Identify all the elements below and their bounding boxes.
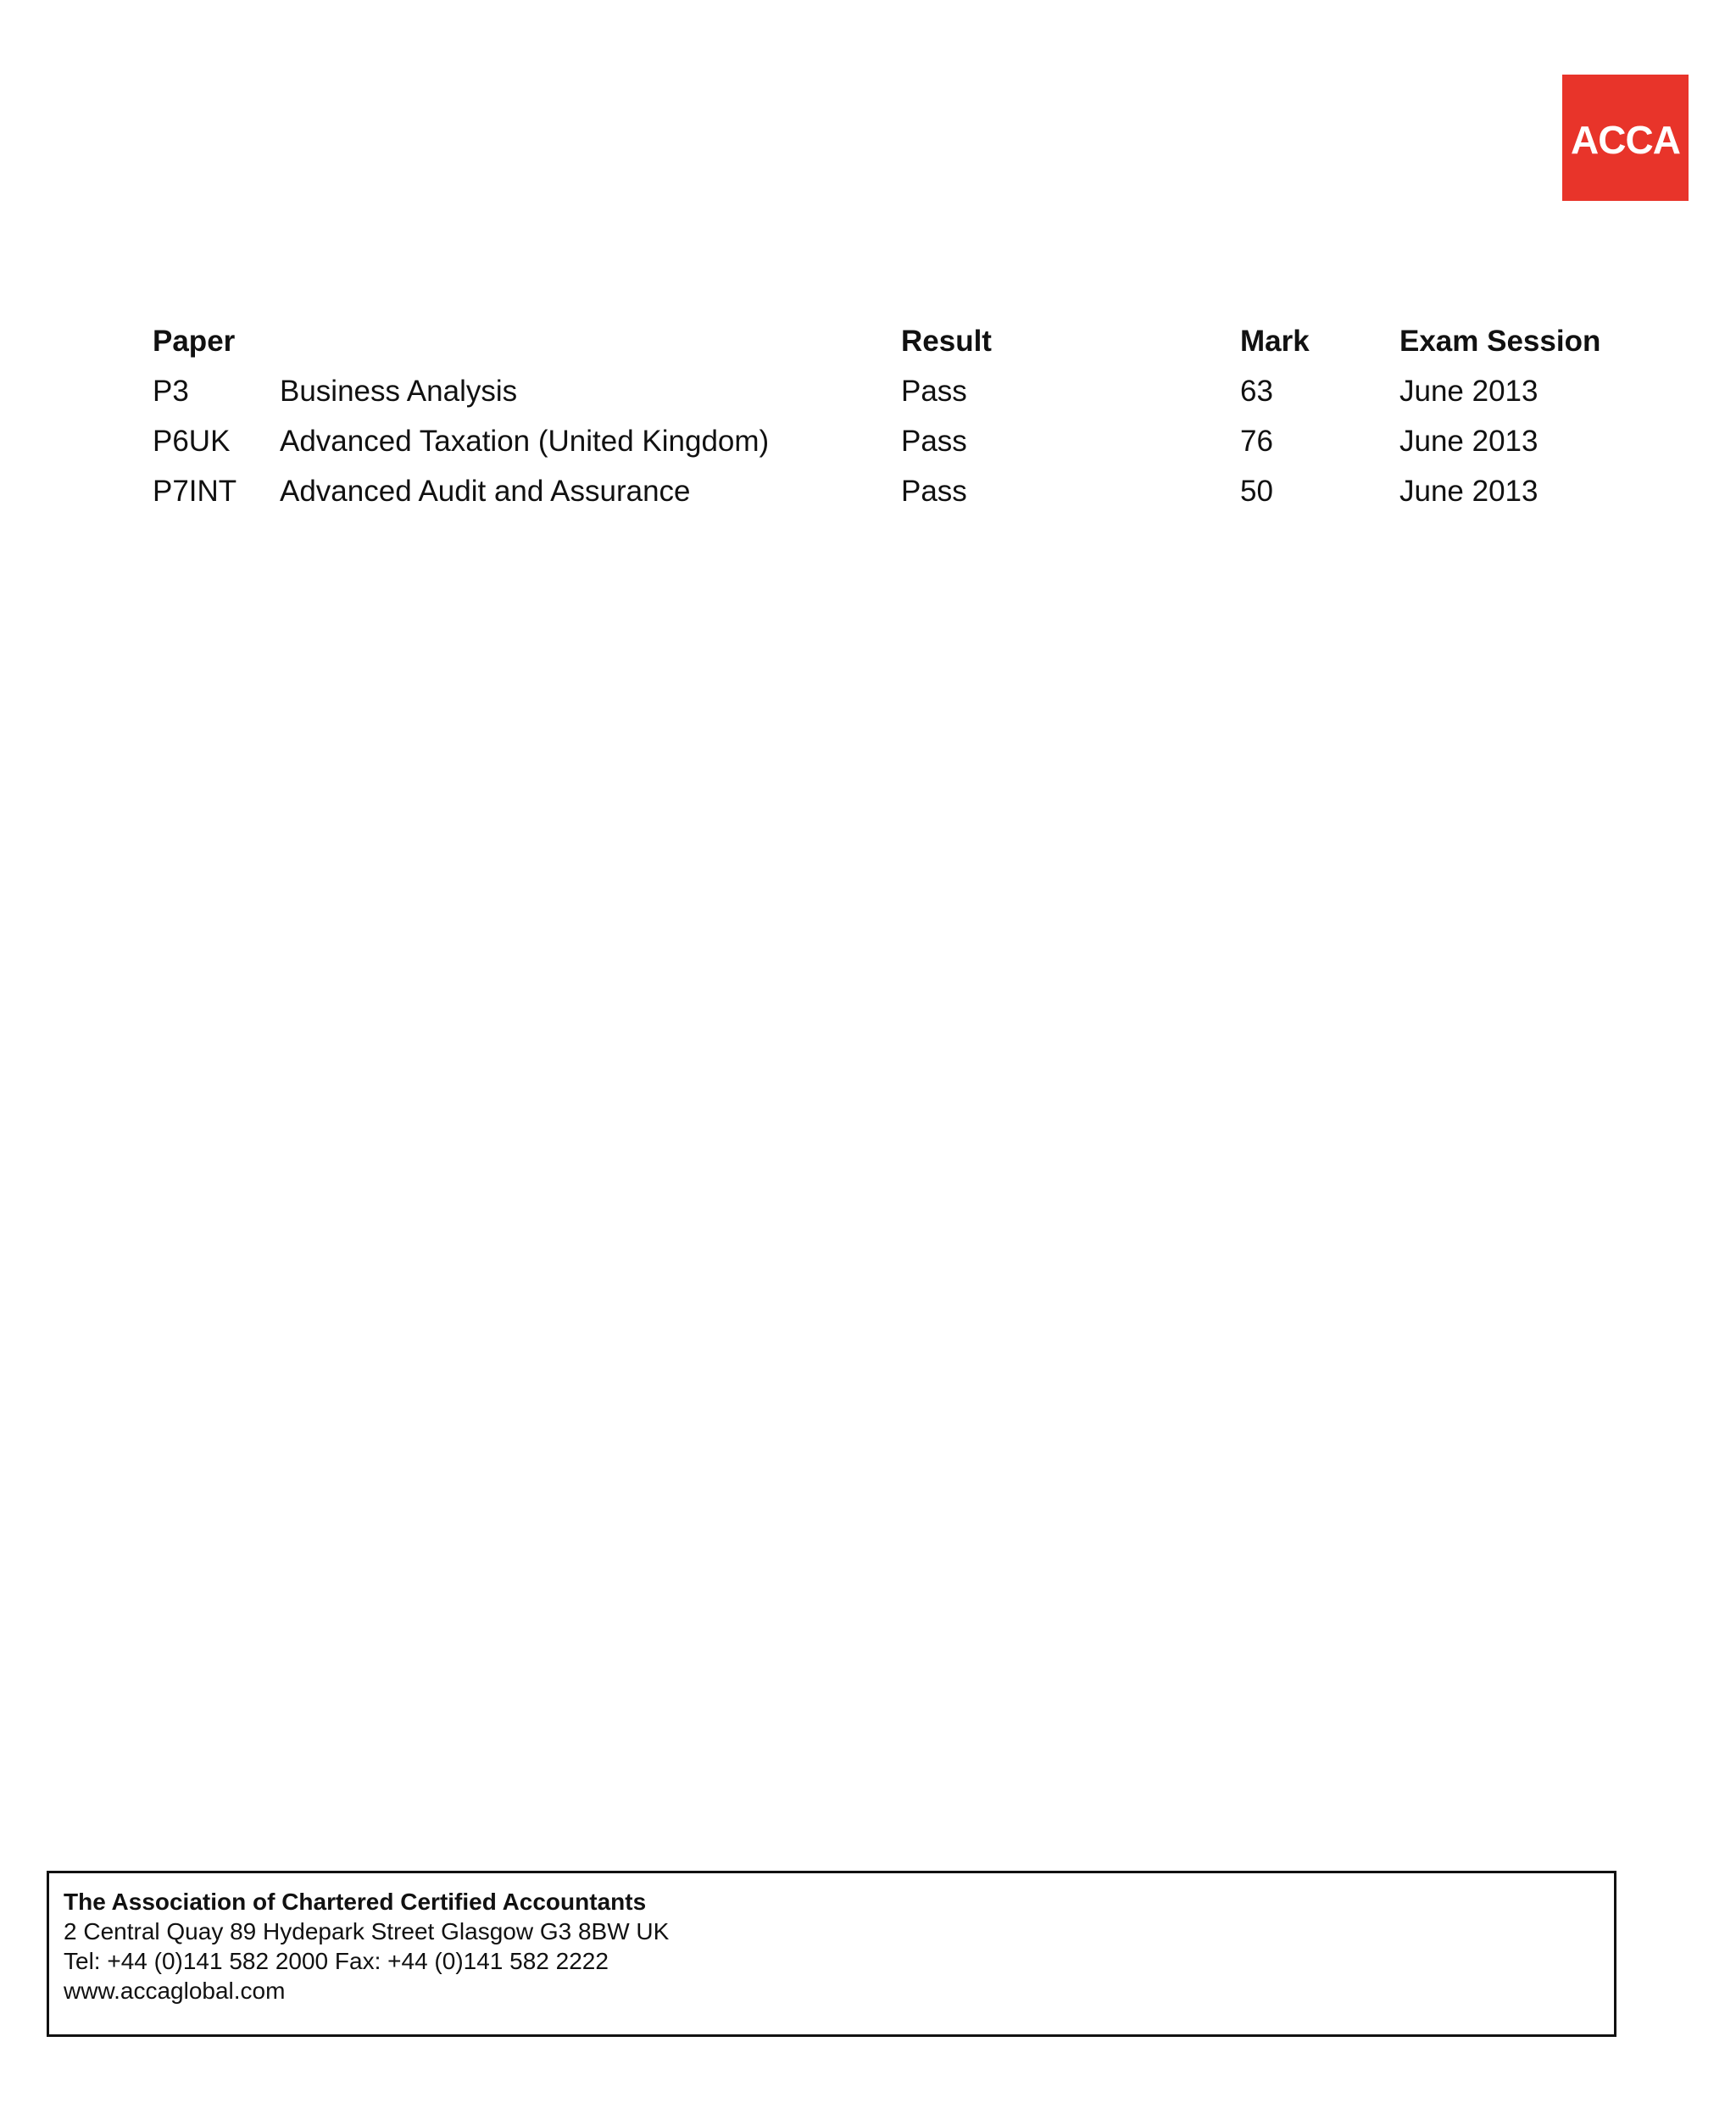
paper-session: June 2013: [1399, 375, 1538, 408]
footer-address: 2 Central Quay 89 Hydepark Street Glasgow G3 8BW UK: [64, 1918, 670, 1944]
paper-mark: 76: [1240, 425, 1273, 458]
paper-result: Pass: [901, 425, 967, 458]
paper-session: June 2013: [1399, 475, 1538, 508]
paper-result: Pass: [901, 375, 967, 408]
header-result: Result: [901, 325, 992, 358]
footer-website: www.accaglobal.com: [64, 1978, 286, 2004]
paper-title: Business Analysis: [280, 375, 518, 408]
logo-text: ACCA: [1571, 117, 1680, 162]
footer-contact: Tel: +44 (0)141 582 2000 Fax: +44 (0)141 582 2222: [64, 1948, 609, 1974]
header-paper: Paper: [153, 325, 236, 358]
paper-result: Pass: [901, 475, 967, 508]
paper-code: P6UK: [153, 425, 231, 458]
header-exam-session: Exam Session: [1399, 325, 1601, 358]
paper-title: Advanced Taxation (United Kingdom): [280, 425, 770, 458]
paper-code: P3: [153, 375, 189, 408]
paper-mark: 63: [1240, 375, 1273, 408]
paper-title: Advanced Audit and Assurance: [280, 475, 691, 508]
paper-code: P7INT: [153, 475, 237, 508]
footer-organization: The Association of Chartered Certified Accountants: [64, 1889, 647, 1915]
footer-address-box: [47, 1871, 1616, 2037]
header-mark: Mark: [1240, 325, 1310, 358]
results-table: [0, 0, 1736, 526]
paper-mark: 50: [1240, 475, 1273, 508]
paper-session: June 2013: [1399, 425, 1538, 458]
